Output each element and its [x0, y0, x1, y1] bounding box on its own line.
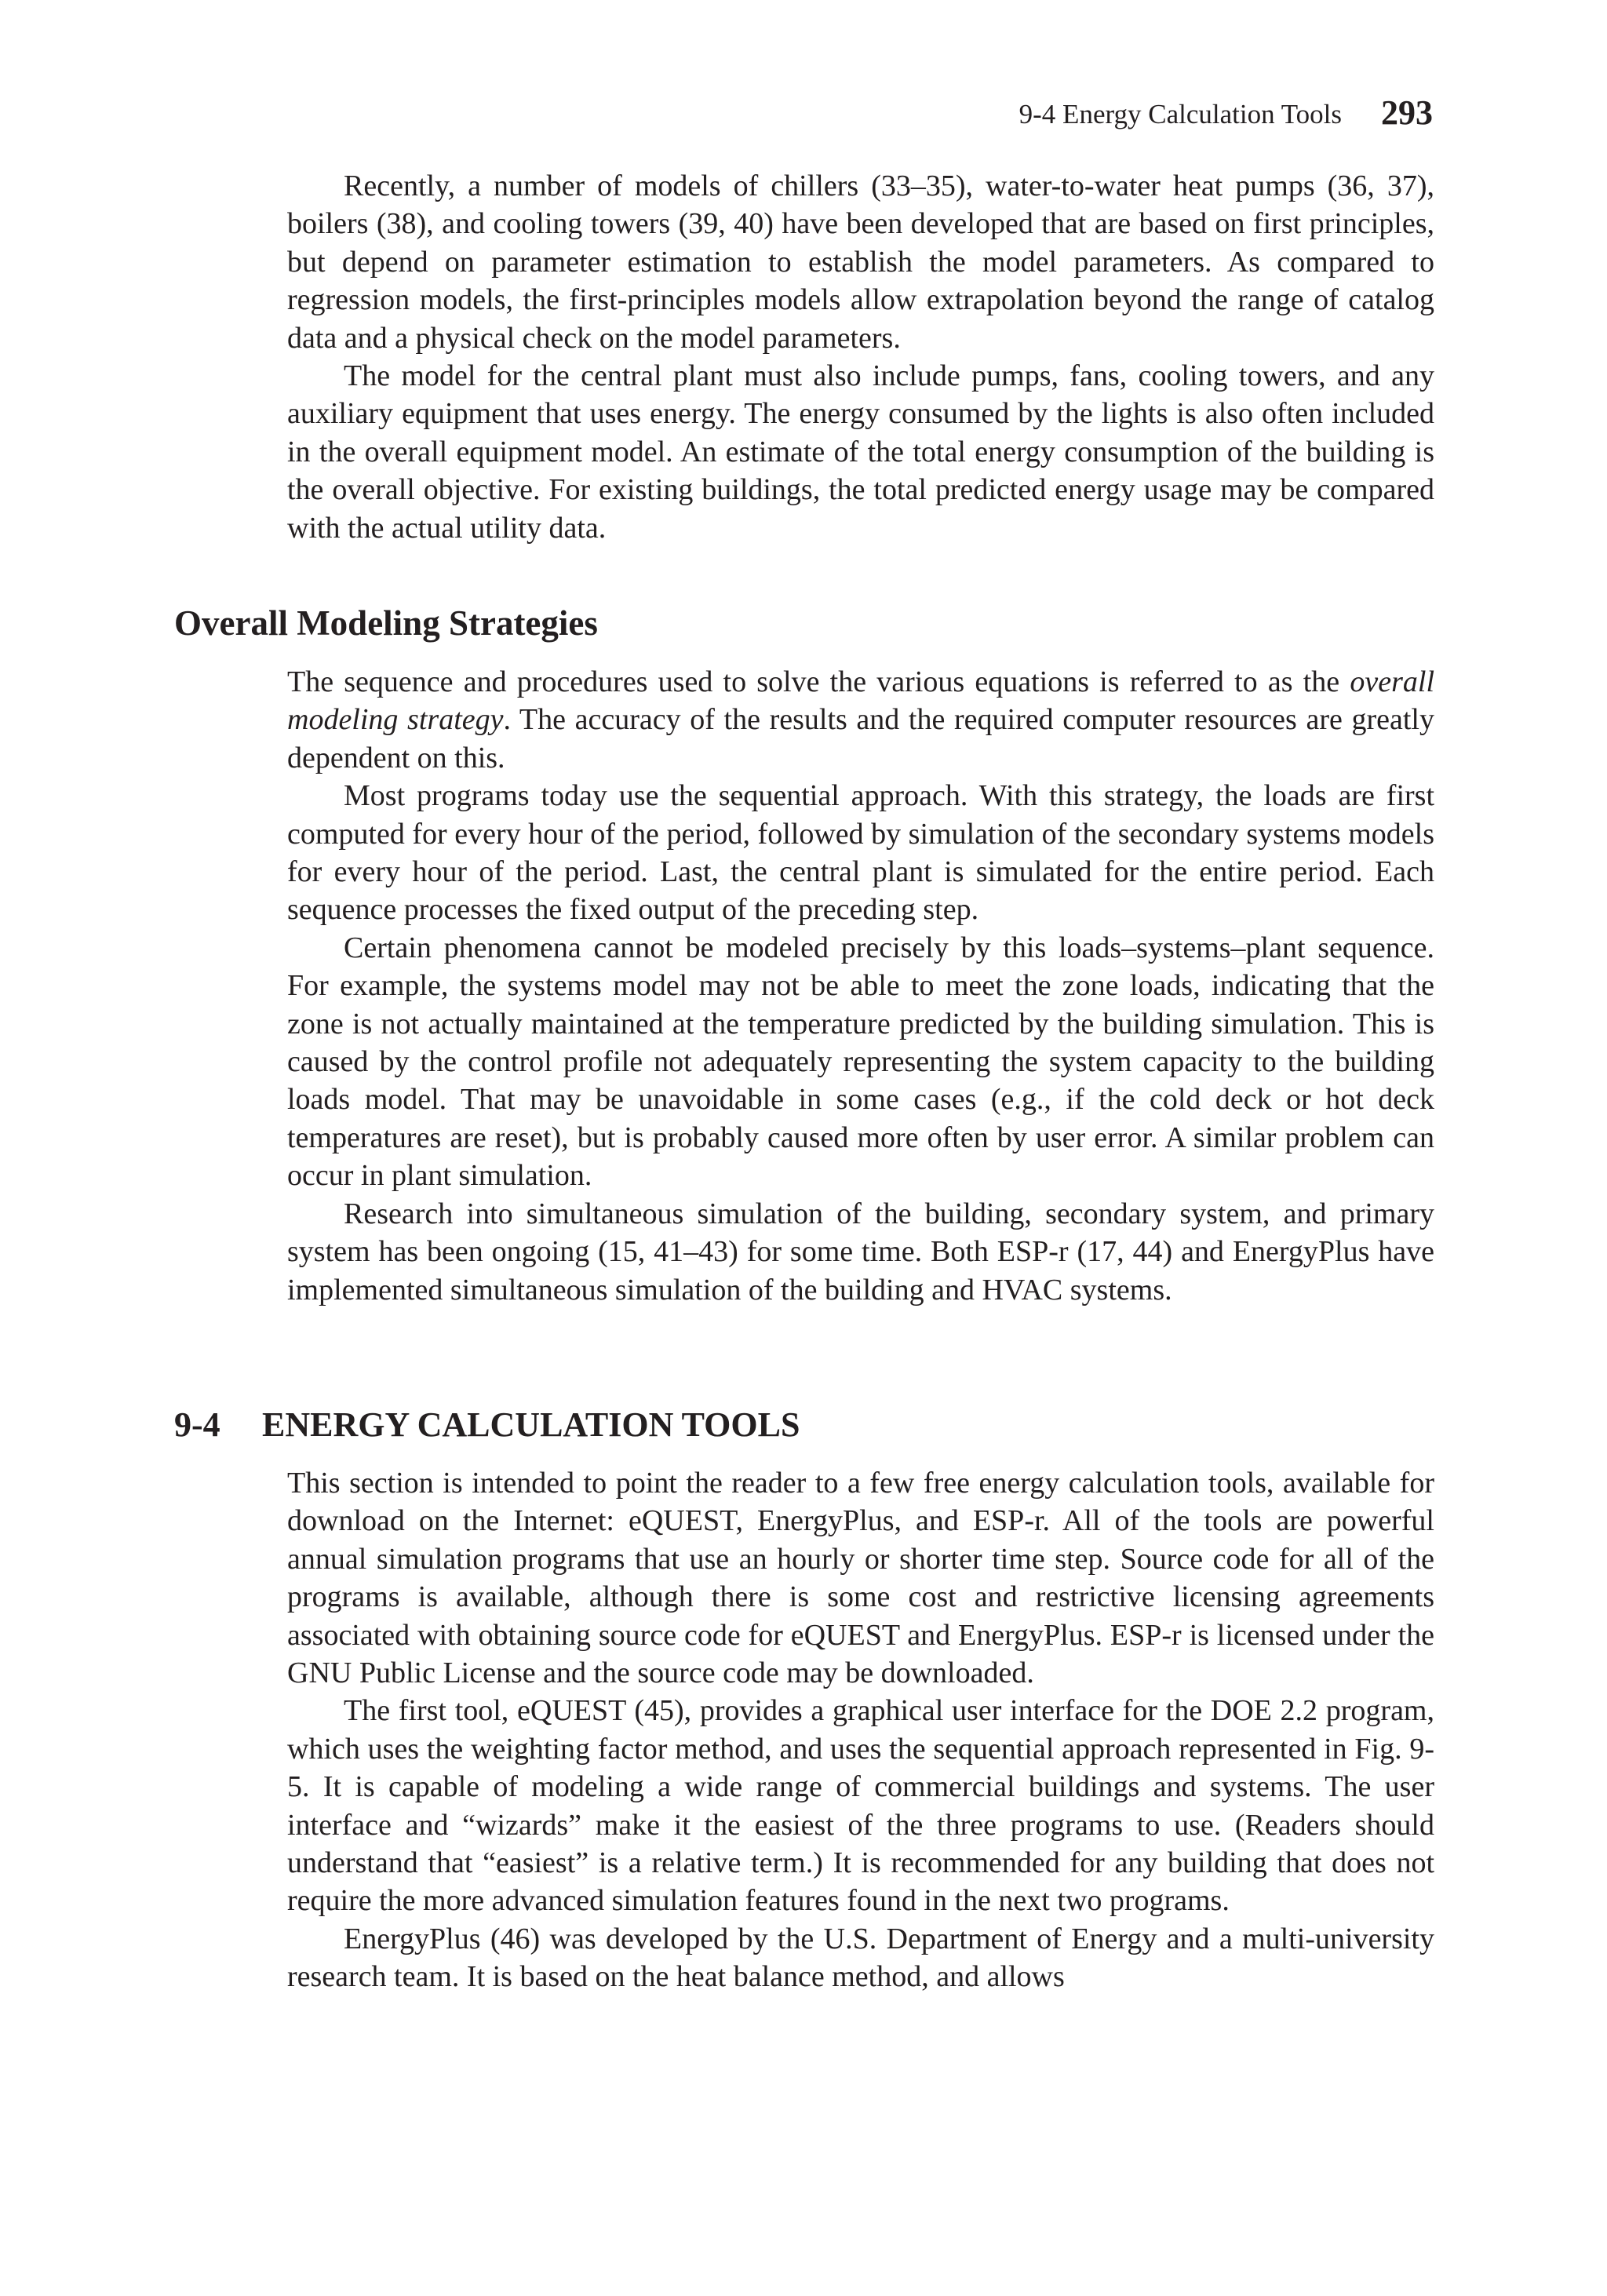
- paragraph: [287, 663, 1434, 777]
- running-head-section: 9-4 Energy Calculation Tools: [1018, 99, 1342, 129]
- paragraph: Certain phenomena cannot be modeled precisely by this loads–systems–plant sequence. For example, the systems model may not be able to meet the zone loads, indicating that the zone is not actually maintained at the temperature predicted by the building simulation. This is caused by the control profile not adequately representing the system capacity to the building loads model. That may be unavoidable in some cases (e.g., if the cold deck or hot deck temperatures are reset), but is probably caused more often by user error. A similar problem can occur in plant simulation.: [287, 931, 1434, 1193]
- paragraph-text: The sequence and procedures used to solve the various equations is referred to as the: [287, 665, 1350, 698]
- overall-modeling-section: [287, 663, 1434, 1309]
- running-head: [1019, 93, 1433, 134]
- paragraph: Most programs today use the sequential approach. With this strategy, the loads are first computed for every hour of the period, followed by simulation of the secondary systems models for every hour of the period. Last, the central plant is simulated for the entire period. Each sequence processes the fixed output of the preceding step.: [287, 779, 1434, 927]
- paragraph: The model for the central plant must also include pumps, fans, cooling towers, and any auxiliary equipment that uses energy. The energy consumed by the lights is also often included in the overall equipment model. An estimate of the total energy consumption of the building is the overall objective. For existing buildings, the total predicted energy usage may be compared with the actual utility data.: [287, 359, 1434, 545]
- intro-section: [287, 167, 1434, 547]
- paragraph: This section is intended to point the reader to a few free energy calculation tools, available for download on the Internet: eQUEST, EnergyPlus, and ESP-r. All of the tools are powerful annual simulation programs that use an hourly or shorter time step. Source code for all of the programs is available, although there is some cost and restrictive licensing agreements associated with obtaining source code for eQUEST and EnergyPlus. ESP-r is licensed under the GNU Public License and the source code may be downloaded.: [287, 1467, 1434, 1690]
- subsection-heading: Overall Modeling Strategies: [174, 603, 598, 643]
- paragraph: Recently, a number of models of chillers (33–35), water-to-water heat pumps (36, 37), boilers (38), and cooling towers (39, 40) have been developed that are based on first principles, but depend on parameter estimation to establish the model parameters. As compared to regression models, the first-principles models allow extrapolation beyond the range of catalog data and a physical check on the model parameters.: [287, 169, 1434, 355]
- page-number: 293: [1381, 93, 1433, 132]
- paragraph: EnergyPlus (46) was developed by the U.S. Department of Energy and a multi-university research team. It is based on the heat balance method, and allows: [287, 1922, 1434, 1994]
- section-number: 9-4: [174, 1405, 220, 1444]
- paragraph-text: . The accuracy of the results and the required computer resources are greatly dependent on this.: [287, 703, 1434, 774]
- section-title: ENERGY CALCULATION TOOLS: [262, 1405, 800, 1444]
- paragraph: Research into simultaneous simulation of the building, secondary system, and primary system has been ongoing (15, 41–43) for some time. Both ESP-r (17, 44) and EnergyPlus have implemented simultaneous simulation of the building and HVAC systems.: [287, 1197, 1434, 1307]
- paragraph: The first tool, eQUEST (45), provides a graphical user interface for the DOE 2.2 program, which uses the weighting factor method, and uses the sequential approach represented in Fig. 9-5. It is capable of modeling a wide range of commercial buildings and systems. The user interface and “wizards” make it the easiest of the three programs to use. (Readers should understand that “easiest” is a relative term.) It is recommended for any building that does not require the more advanced simulation features found in the next two programs.: [287, 1694, 1434, 1918]
- section-heading: [174, 1403, 800, 1447]
- italic-term: overall modeling strategy: [287, 665, 1434, 737]
- energy-tools-section: [287, 1464, 1434, 1996]
